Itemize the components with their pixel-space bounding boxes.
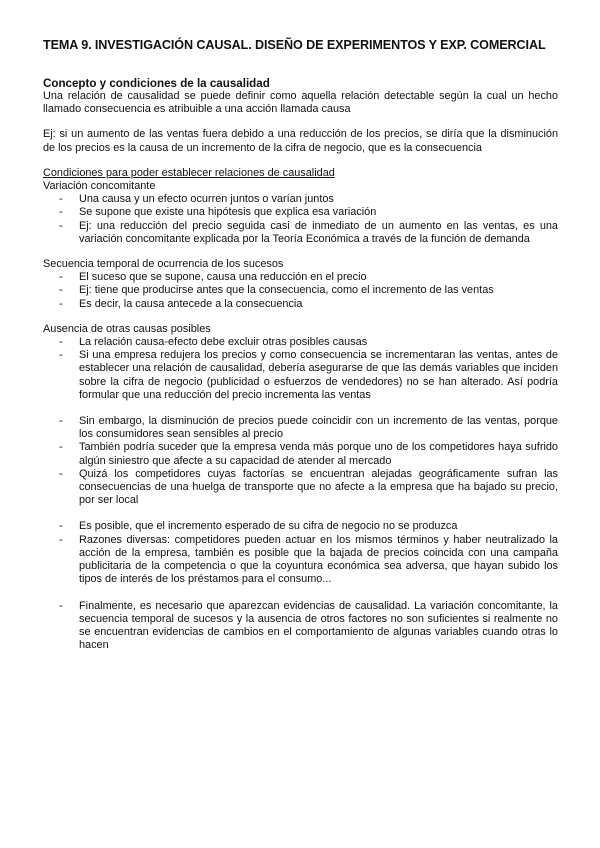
paragraph-ejemplo: Ej: si un aumento de las ventas fuera debido a una reducción de los precios, se diría que la disminución de los precios es la causa de un incremento de la cifra de negocio, que es la consecuencia [43,128,558,154]
subheading-variacion: Variación concomitante [43,180,156,193]
conditions-heading: Condiciones para poder establecer relaciones de causalidad [43,166,335,179]
page-title: TEMA 9. INVESTIGACIÓN CAUSAL. DISEÑO DE EXPERIMENTOS Y EXP. COMERCIAL [43,38,546,52]
list-secuencia [43,271,558,311]
list-item: - Sin embargo, la disminución de precios puede coincidir con un incremento de las ventas, porque los consumidores sean sensibles al precio [59,415,558,441]
list-item: - Se supone que existe una hipótesis que explica esa variación [59,206,377,219]
list-item: - El suceso que se supone, causa una reducción en el precio [59,271,367,284]
list-item: - Finalmente, es necesario que aparezcan evidencias de causalidad. La variación concomitante, la secuencia temporal de sucesos y la ausencia de otros factores no son suficientes si realmente no se encuentran evidencias de cambios en el comportamiento de algunas variables cuando otras lo hacen [59,599,558,652]
list-item: - Una causa y un efecto ocurren juntos o varían juntos [59,193,334,206]
paragraph-definicion: Una relación de causalidad se puede definir como aquella relación detectable según la cual un hecho llamado consecuencia es atribuible a una acción llamada causa [43,90,558,116]
list-item: - Ej: tiene que producirse antes que la consecuencia, como el incremento de las ventas [59,284,494,297]
list-item: - Ej: una reducción del precio seguida casi de inmediato de un aumento en las ventas, es una variación concomitante explicada por la Teoría Económica a través de la función de demanda [59,219,558,245]
list-variacion [43,193,558,246]
list-item: - Quizá los competidores cuyas factorías se encuentran alejadas geográficamente sufran las consecuencias de una huelga de transporte que no afecte a la empresa que ha bajado su precio, por ser local [59,467,558,507]
subheading-ausencia: Ausencia de otras causas posibles [43,322,211,335]
list-item: - Es posible, que el incremento esperado de su cifra de negocio no se produzca [59,520,458,533]
list-item: - Es decir, la causa antecede a la consecuencia [59,297,303,310]
document-page [43,38,558,652]
list-ausencia [43,336,558,652]
list-item: - La relación causa-efecto debe excluir otras posibles causas [59,336,368,349]
section-heading-concepto: Concepto y condiciones de la causalidad [43,77,270,90]
list-item: - Razones diversas: competidores pueden actuar en los mismos términos y haber neutralizado la acción de la empresa, también es posible que la bajada de precios coincida con una campaña publicitaria de la competencia o que la coyuntura económica sea adversa, que hayan subido los tipos de interés de los préstamos para el consumo... [59,533,558,586]
subheading-secuencia: Secuencia temporal de ocurrencia de los sucesos [43,258,284,271]
list-item: - Si una empresa redujera los precios y como consecuencia se incrementaran las ventas, antes de establecer una relación de causalidad, debería asegurarse de que las demás variables que inciden sobre la cifra de negocio (publicidad o esfuerzos de vendedores) no se han alterado. Así podría formular que una reducción del precio incrementa las ventas [59,349,558,401]
list-item: - También podría suceder que la empresa venda más porque uno de los competidores haya sufrido algún siniestro que afecte a su capacidad de atender al mercado [59,441,558,467]
